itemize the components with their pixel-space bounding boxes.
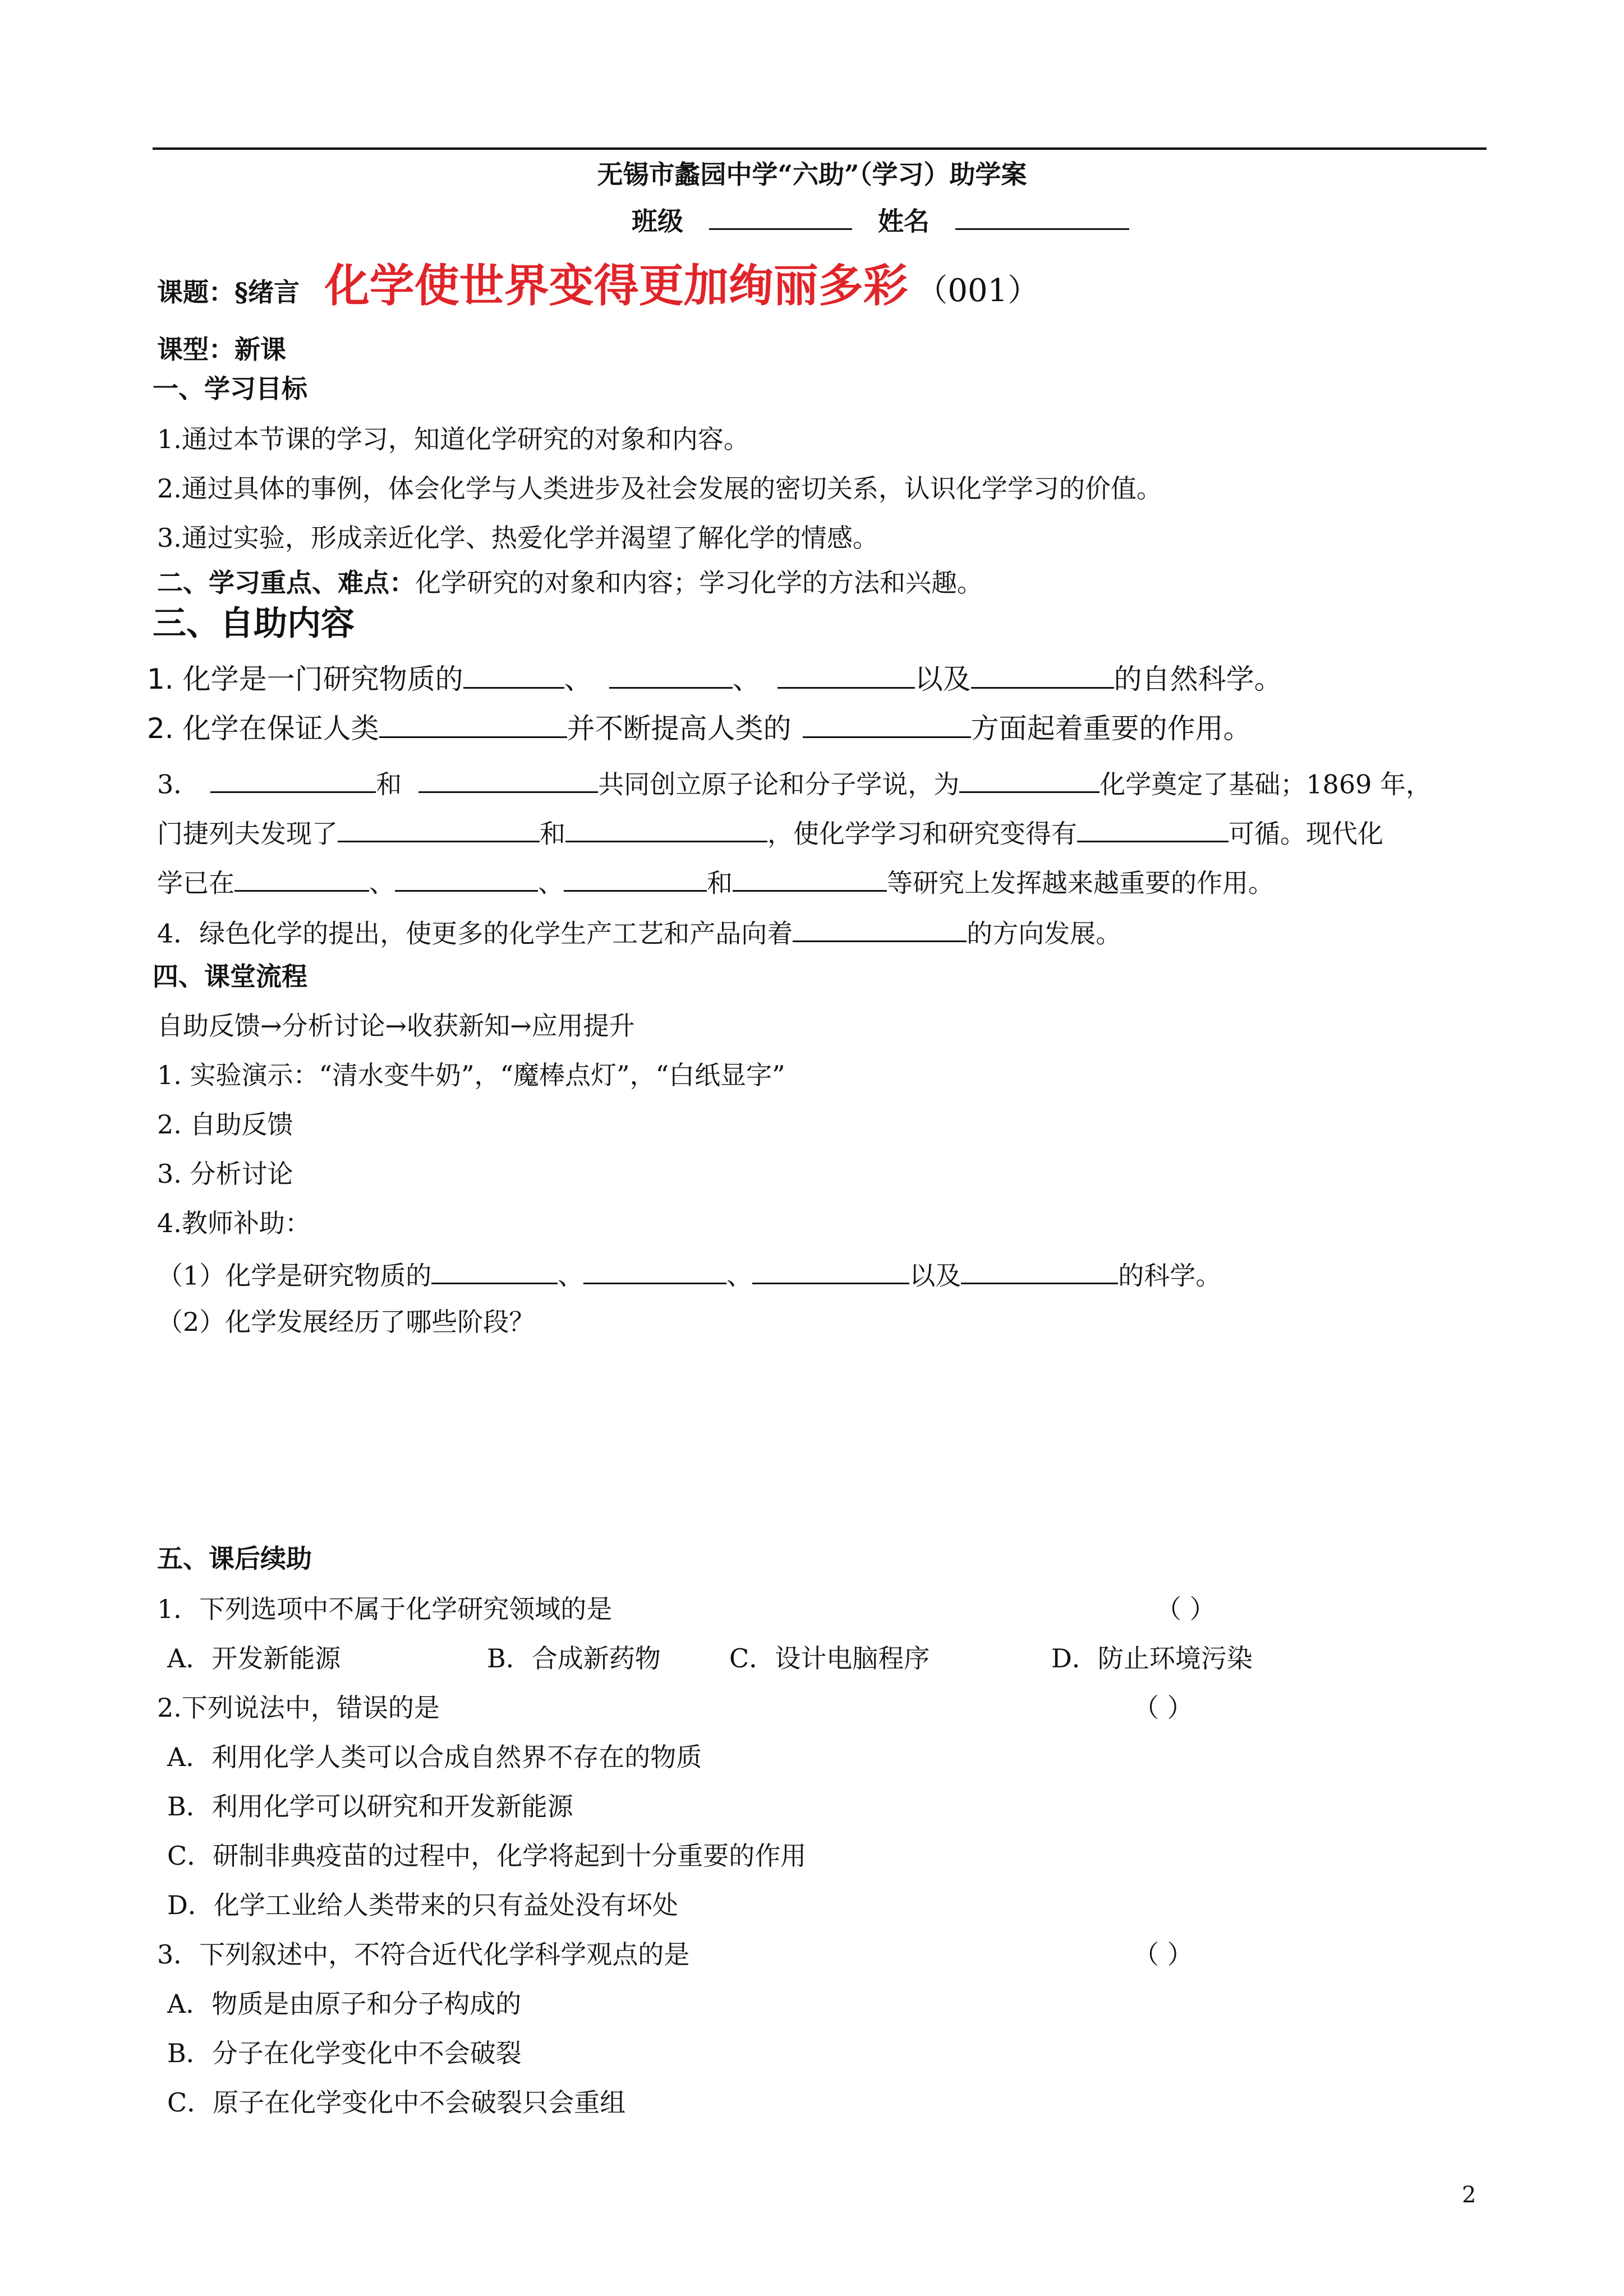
q4-blank-1[interactable]	[793, 918, 967, 942]
self-study-q3-line-3	[157, 867, 1274, 896]
exercise-3-stem: 3．下列叙述中，不符合近代化学科学观点的是	[157, 1939, 690, 1970]
q1-blank-2[interactable]	[609, 662, 733, 689]
q1-sep-1: 、	[564, 663, 592, 695]
exercise-2-stem: 2.下列说法中，错误的是	[157, 1693, 440, 1723]
q3-blank-10[interactable]	[733, 867, 887, 892]
document-title: 无锡市蠡园中学“六助”（学习）助学案	[597, 159, 1027, 190]
goal-item-2: 2.通过具体的事例，体会化学与人类进步及社会发展的密切关系，认识化学学习的价值。	[157, 473, 1162, 504]
exercise-3-option-a[interactable]: A．物质是由原子和分子构成的	[167, 1989, 522, 2019]
class-flow: 自助反馈→分析讨论→收获新知→应用提升	[157, 1011, 635, 1041]
sub1-blank-3[interactable]	[752, 1260, 909, 1284]
exercise-1-answer-paren[interactable]: （ ）	[1156, 1594, 1216, 1624]
q2-text-c: 方面起着重要的作用。	[970, 712, 1252, 745]
q3-text-1d: 化学奠定了基础；1869 年，	[1099, 769, 1432, 800]
class-blank[interactable]	[709, 205, 852, 230]
teacher-help-2: （2）化学发展经历了哪些阶段？	[157, 1307, 535, 1337]
flow-item-4: 4.教师补助：	[157, 1208, 311, 1238]
q3-text-2c: ，使化学学习和研究变得有	[767, 818, 1077, 849]
sub1-text-d: 以及	[909, 1260, 961, 1291]
q3-sep-3c: 、	[538, 868, 564, 898]
exercise-2-answer-paren[interactable]: （ ）	[1133, 1693, 1193, 1723]
self-study-q4	[157, 918, 1122, 949]
q3-text-3d: 和	[707, 868, 733, 898]
exercise-3-option-c[interactable]: C．原子在化学变化中不会破裂只会重组	[167, 2087, 626, 2118]
name-blank[interactable]	[955, 205, 1129, 230]
q4-text-a: 4．绿色化学的提出，使更多的化学生产工艺和产品向着	[157, 918, 793, 949]
sub1-text-a: （1）化学是研究物质的	[157, 1260, 432, 1291]
q3-blank-5[interactable]	[565, 818, 767, 842]
exercise-2-option-c[interactable]: C．研制非典疫苗的过程中，化学将起到十分重要的作用	[167, 1841, 807, 1871]
q3-blank-7[interactable]	[234, 867, 369, 892]
exercise-3-option-b[interactable]: B．分子在化学变化中不会破裂	[167, 2038, 522, 2068]
sub1-sep-1: 、	[558, 1260, 584, 1291]
q3-blank-9[interactable]	[564, 867, 707, 892]
flow-item-1: 1. 实验演示：“清水变牛奶”，“魔棒点灯”，“白纸显字”	[157, 1060, 785, 1090]
self-study-q3-line-2	[157, 818, 1383, 849]
self-study-q3-line-1	[157, 768, 1432, 800]
sub1-blank-2[interactable]	[583, 1260, 726, 1284]
q3-text-2a: 门捷列夫发现了	[157, 818, 338, 849]
q3-text-2d: 可循。现代化	[1229, 818, 1383, 849]
q1-sep-2: 、	[732, 663, 761, 695]
q1-text-e: 的自然科学。	[1114, 663, 1282, 695]
flow-item-3: 3. 分析讨论	[157, 1159, 293, 1189]
flow-item-2: 2. 自助反馈	[157, 1109, 293, 1140]
exercise-2-option-d[interactable]: D．化学工业给人类带来的只有益处没有坏处	[167, 1890, 678, 1920]
lesson-type: 课型：新课	[157, 334, 286, 365]
q3-blank-6[interactable]	[1077, 818, 1229, 842]
class-label: 班级	[632, 206, 683, 237]
self-study-q2	[147, 711, 1252, 743]
q3-sep-3b: 、	[369, 868, 395, 898]
section-2-line	[157, 570, 983, 596]
q1-blank-3[interactable]	[778, 662, 915, 689]
q3-num: 3．	[157, 769, 200, 800]
class-name-line	[632, 205, 1129, 237]
q3-blank-2[interactable]	[418, 768, 598, 793]
section-5-heading: 五、课后续助	[157, 1543, 312, 1574]
q1-text-d: 以及	[914, 663, 971, 695]
q3-blank-4[interactable]	[338, 818, 540, 842]
exercise-2-option-a[interactable]: A．利用化学人类可以合成自然界不存在的物质	[167, 1742, 702, 1772]
topic-label: 课题：§绪言	[157, 277, 300, 307]
q3-text-2b: 和	[540, 818, 565, 849]
section-1-heading: 一、学习目标	[153, 374, 307, 404]
q3-text-1c: 共同创立原子论和分子学说，为	[598, 769, 960, 800]
q2-blank-1[interactable]	[379, 711, 567, 738]
q3-text-1b: 和	[376, 769, 402, 800]
q3-text-3a: 学已在	[157, 868, 234, 898]
name-label: 姓名	[878, 206, 930, 237]
q3-blank-8[interactable]	[395, 867, 538, 892]
exercise-1-stem: 1．下列选项中不属于化学研究领域的是	[157, 1594, 613, 1624]
header-rule	[153, 147, 1487, 150]
sub1-blank-1[interactable]	[431, 1260, 558, 1284]
q1-blank-1[interactable]	[463, 662, 564, 689]
self-study-q1	[147, 662, 1282, 693]
q3-blank-3[interactable]	[959, 768, 1099, 793]
q4-text-b: 的方向发展。	[967, 918, 1122, 949]
page-number: 2	[1462, 2182, 1476, 2208]
section-3-heading: 三、自助内容	[153, 604, 355, 643]
q2-text-b: 并不断提高人类的	[567, 712, 792, 745]
section-2-text: 化学研究的对象和内容；学习化学的方法和兴趣。	[415, 568, 983, 598]
topic-line	[157, 260, 1039, 312]
exercise-1-option-d[interactable]: D．防止环境污染	[1051, 1643, 1253, 1673]
exercise-1-option-b[interactable]: B．合成新药物	[487, 1643, 661, 1673]
sub1-text-e: 的科学。	[1118, 1260, 1222, 1291]
exercise-1-option-c[interactable]: C．设计电脑程序	[729, 1643, 930, 1673]
sub1-blank-4[interactable]	[961, 1260, 1118, 1284]
teacher-help-1	[157, 1260, 1222, 1291]
q3-text-3e: 等研究上发挥越来越重要的作用。	[887, 868, 1274, 898]
exercise-2-option-b[interactable]: B．利用化学可以研究和开发新能源	[167, 1791, 573, 1822]
q1-blank-4[interactable]	[971, 662, 1114, 689]
topic-code: （001）	[916, 273, 1039, 309]
q1-text-a: 1. 化学是一门研究物质的	[147, 663, 463, 695]
q2-blank-2[interactable]	[803, 711, 971, 738]
q2-text-a: 2. 化学在保证人类	[147, 712, 379, 745]
topic-title: 化学使世界变得更加绚丽多彩	[324, 260, 908, 312]
section-4-heading: 四、课堂流程	[153, 961, 307, 992]
sub1-sep-2: 、	[726, 1260, 753, 1291]
goal-item-3: 3.通过实验，形成亲近化学、热爱化学并渴望了解化学的情感。	[157, 523, 878, 553]
q3-blank-1[interactable]	[210, 768, 376, 793]
section-2-heading: 二、学习重点、难点：	[157, 568, 415, 598]
goal-item-1: 1.通过本节课的学习，知道化学研究的对象和内容。	[157, 424, 749, 454]
exercise-1-option-a[interactable]: A．开发新能源	[167, 1643, 341, 1673]
exercise-3-answer-paren[interactable]: （ ）	[1133, 1939, 1193, 1970]
